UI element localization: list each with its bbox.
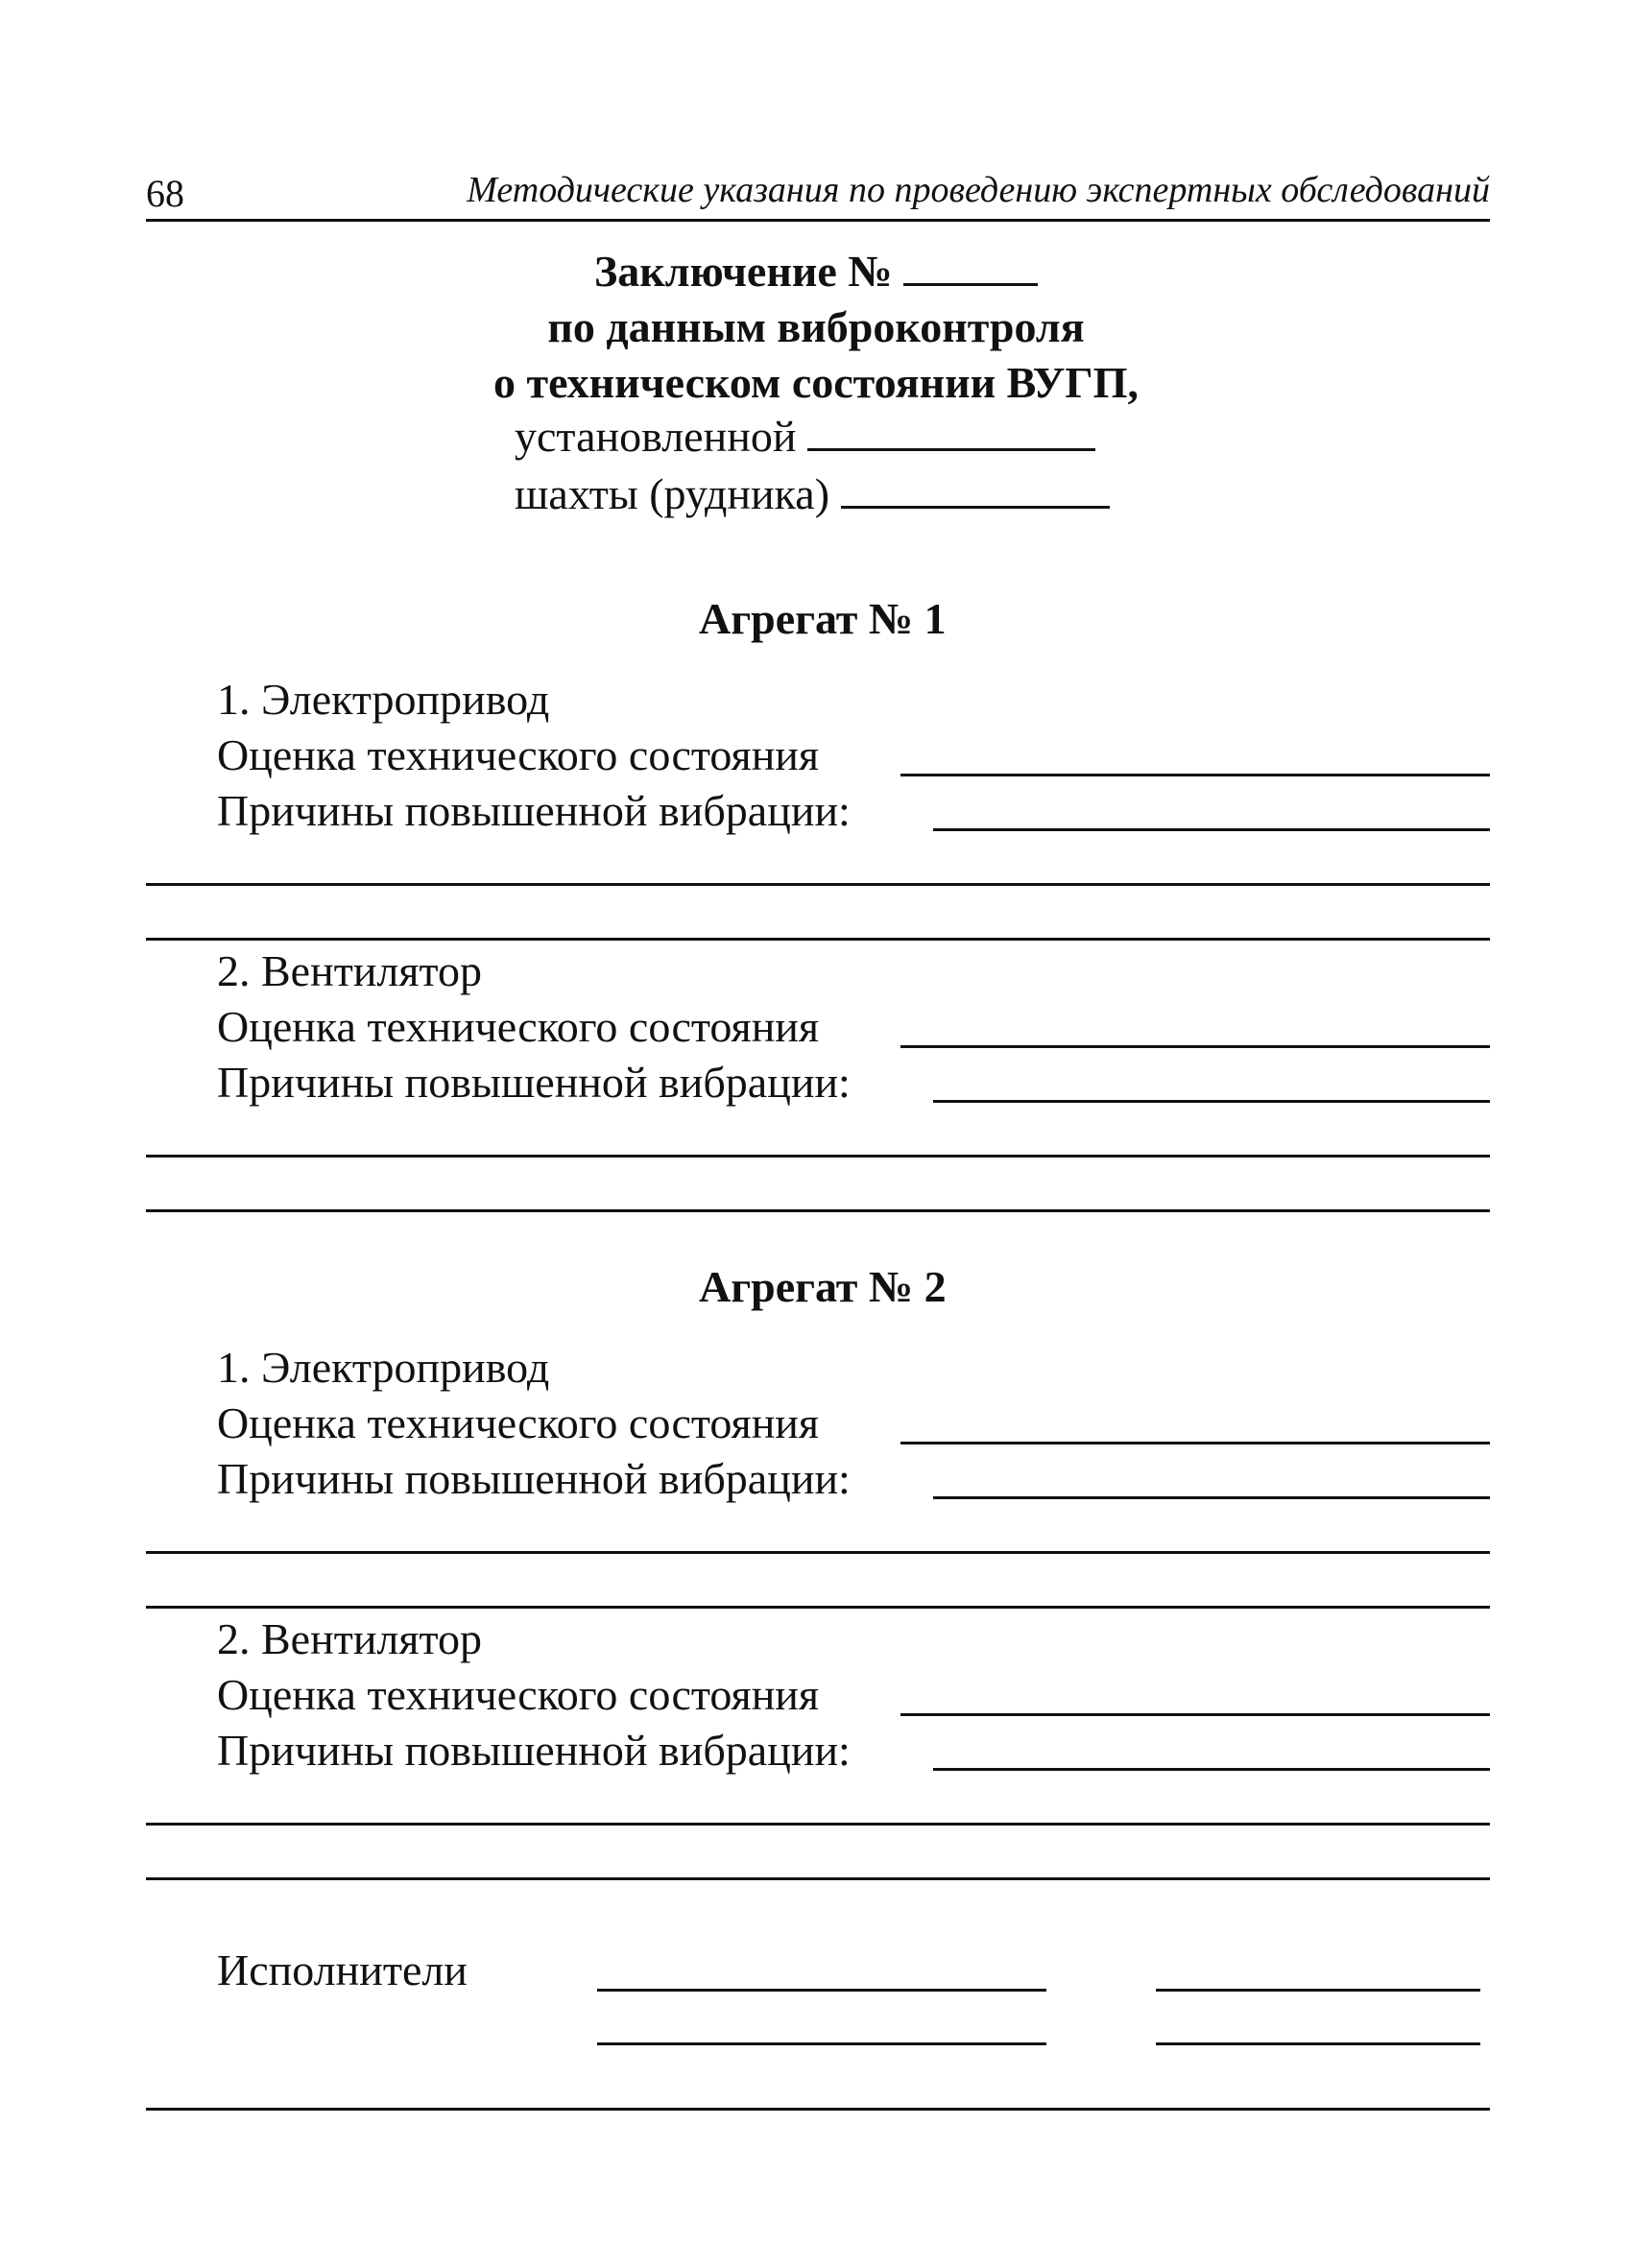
assessment-line [217,1397,819,1448]
assessment-label: Оценка технического состояния [217,1670,820,1719]
causes-extra-line-2[interactable] [146,1606,1490,1609]
causes-line [217,1725,851,1776]
causes-extra-line-2[interactable] [146,1877,1490,1880]
causes-extra-line-1[interactable] [146,1551,1490,1554]
causes-line [217,1453,851,1504]
footer-rule [146,2108,1490,2111]
assessment-line [217,1001,819,1052]
conclusion-number-field[interactable] [903,282,1038,286]
conclusion-subtitle-1: по данным виброконтроля [547,302,1085,351]
performer-signature-field[interactable] [597,1989,1046,1992]
assessment-field[interactable] [900,1442,1490,1444]
item-title: 2. Вентилятор [217,1614,483,1663]
causes-field[interactable] [933,1496,1490,1499]
assessment-field[interactable] [900,774,1490,776]
installed-field[interactable] [807,447,1095,451]
causes-extra-line-1[interactable] [146,1823,1490,1826]
item-title: 2. Вентилятор [217,946,483,995]
assessment-line [217,1669,819,1720]
causes-field[interactable] [933,1100,1490,1103]
performer-name-field[interactable] [1156,2042,1480,2045]
aggregate-heading: Агрегат № 2 [699,1262,947,1311]
causes-field[interactable] [933,1768,1490,1771]
mine-label: шахты (рудника) [515,469,830,518]
page-number: 68 [146,172,184,215]
assessment-label: Оценка технического состояния [217,1002,820,1051]
installed-label: установленной [515,412,797,461]
conclusion-title-text: Заключение № [594,247,893,296]
assessment-label: Оценка технического состояния [217,730,820,779]
performer-signature-field[interactable] [597,2042,1046,2045]
causes-extra-line-1[interactable] [146,883,1490,886]
causes-line [217,1057,851,1108]
causes-extra-line-2[interactable] [146,938,1490,941]
causes-label: Причины повышенной вибрации: [217,786,851,835]
assessment-field[interactable] [900,1713,1490,1716]
assessment-line [217,729,819,780]
mine-line [515,468,1110,519]
causes-field[interactable] [933,828,1490,831]
installed-line [515,411,1095,462]
causes-label: Причины повышенной вибрации: [217,1726,851,1775]
causes-label: Причины повышенной вибрации: [217,1454,851,1503]
item-title: 1. Электропривод [217,675,550,724]
causes-extra-line-2[interactable] [146,1209,1490,1212]
causes-line [217,785,851,836]
running-header: Методические указания по проведению экспертных обследований [467,170,1490,210]
performers-label: Исполнители [217,1946,468,1994]
aggregate-heading: Агрегат № 1 [699,594,947,643]
conclusion-subtitle-2: о техническом состоянии ВУГП, [493,358,1139,407]
causes-label: Причины повышенной вибрации: [217,1058,851,1107]
conclusion-title [0,246,1632,297]
item-title: 1. Электропривод [217,1343,550,1392]
causes-extra-line-1[interactable] [146,1155,1490,1158]
performer-name-field[interactable] [1156,1989,1480,1992]
header-rule [146,219,1490,222]
assessment-label: Оценка технического состояния [217,1398,820,1447]
mine-field[interactable] [841,505,1110,509]
assessment-field[interactable] [900,1045,1490,1048]
